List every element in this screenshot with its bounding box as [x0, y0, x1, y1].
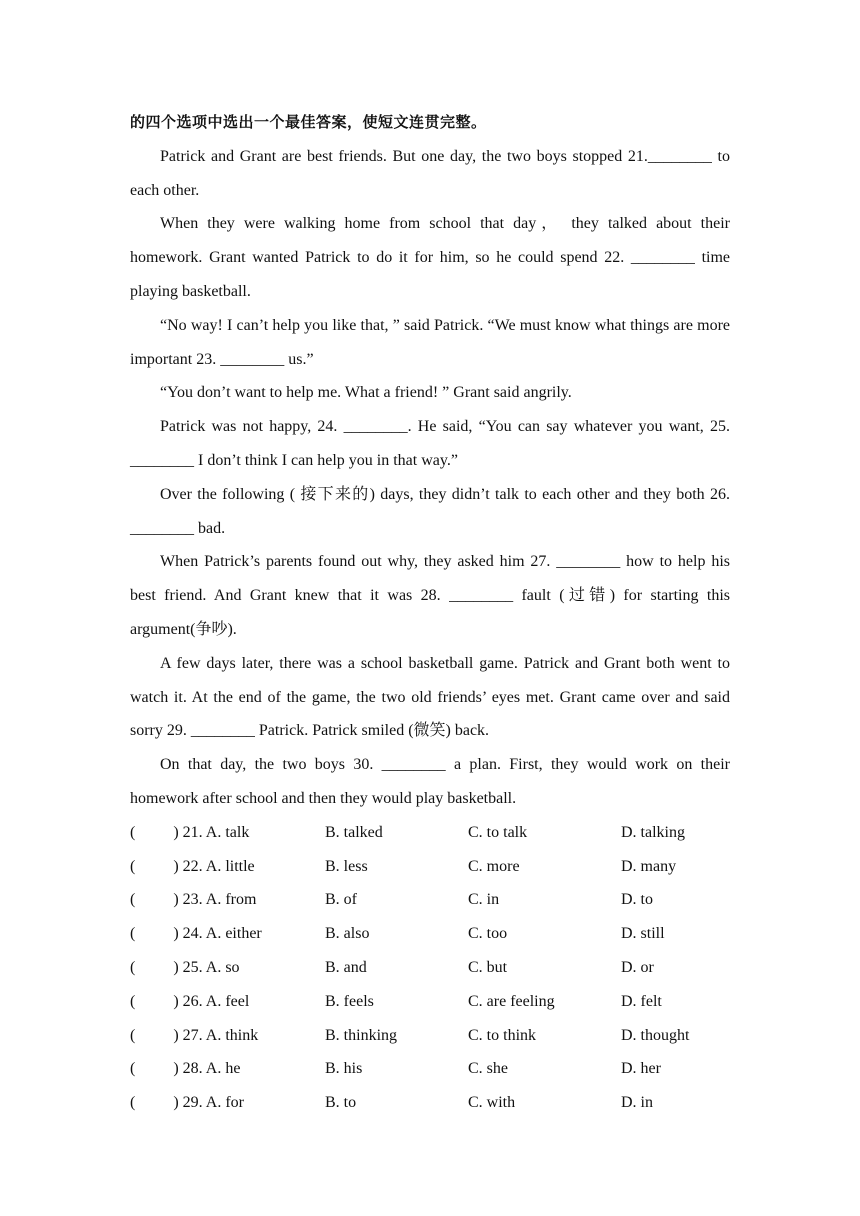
- option-b: B. to: [325, 1094, 357, 1112]
- paragraph-9: On that day, the two boys 30. ________ a plan. First, they would work on their homework after school and then they would play basketball.: [130, 756, 730, 807]
- option-d: D. in: [621, 1094, 653, 1112]
- option-b: B. thinking: [325, 1026, 398, 1044]
- question-row-21: [130, 816, 730, 850]
- option-c: C. in: [468, 891, 500, 909]
- passage: [130, 140, 730, 816]
- option-d: D. still: [621, 925, 665, 943]
- option-c: C. to talk: [468, 823, 528, 841]
- paragraph-4: “You don’t want to help me. What a friend! ” Grant said angrily.: [160, 384, 572, 402]
- option-b: B. talked: [325, 823, 383, 841]
- option-d: D. her: [621, 1060, 661, 1078]
- document-page: [130, 106, 730, 1120]
- option-a: ( ) 27. A. think: [130, 1026, 259, 1044]
- paragraph-8: A few days later, there was a school basketball game. Patrick and Grant both went to watch it. At the end of the game, the two old friends’ eyes met. Grant came over and said sorry 29. ________ Patrick. Patrick smiled (微笑) back.: [130, 654, 730, 740]
- option-b: B. and: [325, 958, 367, 976]
- option-d: D. thought: [621, 1026, 690, 1044]
- option-d: D. talking: [621, 823, 685, 841]
- question-row-23: [130, 883, 730, 917]
- instruction-text: 的四个选项中选出一个最佳答案，使短文连贯完整。: [130, 113, 487, 131]
- option-a: ( ) 21. A. talk: [130, 823, 250, 841]
- option-a: ( ) 24. A. either: [130, 925, 262, 943]
- option-a: ( ) 25. A. so: [130, 958, 240, 976]
- option-a: ( ) 22. A. little: [130, 857, 255, 875]
- option-c: C. too: [468, 925, 508, 943]
- option-b: B. feels: [325, 992, 374, 1010]
- option-b: B. less: [325, 857, 368, 875]
- option-b: B. his: [325, 1060, 363, 1078]
- option-c: C. but: [468, 958, 508, 976]
- option-c: C. are feeling: [468, 992, 555, 1010]
- option-b: B. of: [325, 891, 357, 909]
- question-options: [130, 816, 730, 1120]
- paragraph-7: When Patrick’s parents found out why, they asked him 27. ________ how to help his best friend. And Grant knew that it was 28. ________ fault (过错) for starting this argument(争吵).: [130, 553, 730, 638]
- option-d: D. felt: [621, 992, 662, 1010]
- option-d: D. or: [621, 958, 654, 976]
- option-d: D. many: [621, 857, 677, 875]
- option-c: C. to think: [468, 1026, 537, 1044]
- question-row-27: [130, 1019, 730, 1053]
- paragraph-2: When they were walking home from school that day， they talked about their homework. Grant wanted Patrick to do it for him, so he could spend 22. ________ time playing basketball.: [130, 215, 730, 300]
- paragraph-3: “No way! I can’t help you like that, ” said Patrick. “We must know what things are more important 23. ________ us.”: [130, 316, 730, 368]
- option-a: ( ) 26. A. feel: [130, 992, 250, 1010]
- question-row-29: [130, 1086, 730, 1120]
- option-a: ( ) 28. A. he: [130, 1060, 241, 1078]
- question-row-25: [130, 951, 730, 985]
- question-row-28: [130, 1052, 730, 1086]
- option-c: C. she: [468, 1060, 508, 1078]
- option-d: D. to: [621, 891, 653, 909]
- question-row-22: [130, 850, 730, 884]
- paragraph-6: Over the following ( 接下来的) days, they didn’t talk to each other and they both 26. ________ bad.: [130, 485, 730, 537]
- option-a: ( ) 29. A. for: [130, 1094, 244, 1112]
- question-row-24: [130, 917, 730, 951]
- option-c: C. more: [468, 857, 520, 875]
- option-a: ( ) 23. A. from: [130, 891, 257, 909]
- paragraph-5: Patrick was not happy, 24. ________. He said, “You can say whatever you want, 25. ________ I don’t think I can help you in that way.”: [130, 418, 730, 469]
- paragraph-1: Patrick and Grant are best friends. But one day, the two boys stopped 21.________ to each other.: [130, 147, 730, 199]
- option-b: B. also: [325, 925, 370, 943]
- option-c: C. with: [468, 1094, 516, 1112]
- question-row-26: [130, 985, 730, 1019]
